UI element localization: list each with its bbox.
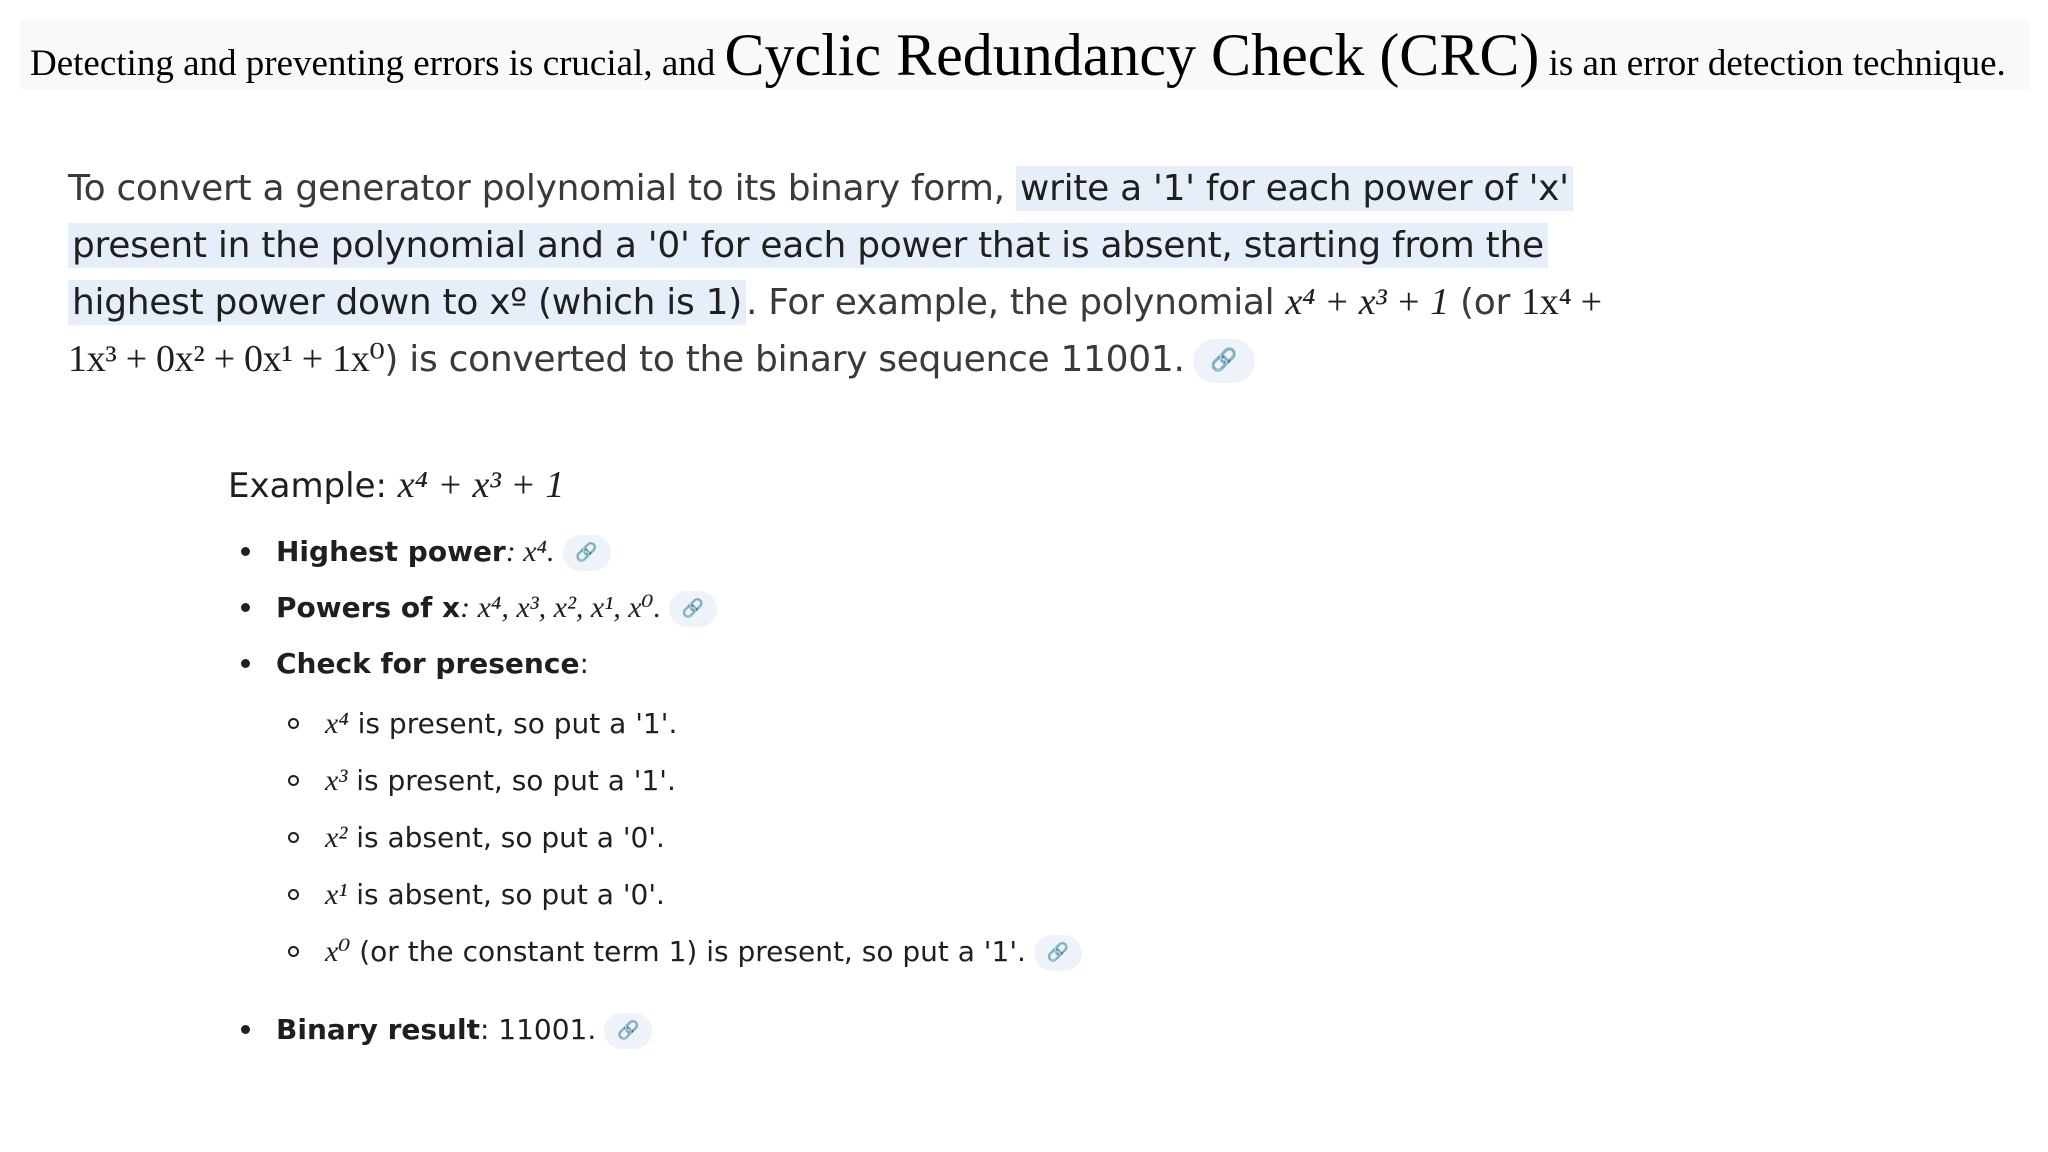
sub-item-x2 (288, 816, 665, 860)
highest-power-link-button[interactable] (563, 535, 611, 571)
link-icon: 🔗 (1210, 348, 1238, 373)
sub-term: x⁰ (325, 935, 351, 968)
sub-item-x0 (288, 930, 1082, 974)
sub-bullet-ring (288, 832, 299, 843)
result-label: Binary result (276, 1013, 480, 1046)
list-item-check-presence (228, 642, 589, 686)
sub-text: is present, so put a '1'. (347, 764, 676, 797)
constant-term-link-button[interactable] (1034, 935, 1082, 971)
paragraph-lead: To convert a generator polynomial to its binary form, (68, 168, 1016, 209)
example-title (228, 460, 564, 511)
sub-term: x² (325, 821, 348, 854)
headline-before: Detecting and preventing errors is crucial, and (30, 43, 725, 84)
list-item-powers-of-x (228, 586, 717, 630)
bullet-dot (241, 547, 250, 556)
sub-item-x4 (288, 702, 677, 746)
sub-item-x1 (288, 873, 665, 917)
sub-term: x⁴ (325, 707, 349, 740)
example-formula: x⁴ + x³ + 1 (397, 464, 565, 506)
sub-text: is absent, so put a '0'. (347, 821, 665, 854)
link-icon: 🔗 (681, 598, 705, 619)
bullet-dot (241, 659, 250, 668)
steps-list (228, 530, 1428, 1090)
result-link-button[interactable] (604, 1013, 652, 1049)
paragraph-tail: ) is converted to the binary sequence 11001. (384, 339, 1185, 380)
paragraph-after-highlight: . For example, the polynomial (745, 282, 1286, 323)
bullet-dot (241, 603, 250, 612)
paragraph-paren-open: (or (1448, 282, 1522, 323)
example-label: Example: (228, 466, 398, 506)
powers-link-button[interactable] (669, 591, 717, 627)
explanation-paragraph (68, 160, 1628, 388)
highlighted-rule: write a '1' for each power of 'x' present in the polynomial and a '0' for each power that is absent, starting from the highest power down to xº (which is 1) (68, 166, 1573, 325)
check-colon: : (579, 647, 589, 680)
sub-term: x³ (325, 764, 348, 797)
sub-bullet-ring (288, 946, 299, 957)
highest-power-value: : x⁴. (505, 535, 555, 568)
sub-text: (or the constant term 1) is present, so put a '1'. (350, 935, 1026, 968)
link-icon: 🔗 (1046, 942, 1070, 963)
powers-label: Powers of x (276, 591, 461, 624)
sub-text: is present, so put a '1'. (348, 707, 678, 740)
headline-emphasis: Cyclic Redundancy Check (CRC) (724, 22, 1540, 88)
highest-power-label: Highest power (276, 535, 506, 568)
sub-bullet-ring (288, 889, 299, 900)
powers-value: : x⁴, x³, x², x¹, x⁰. (460, 591, 662, 624)
sub-bullet-ring (288, 775, 299, 786)
link-icon: 🔗 (617, 1020, 640, 1041)
polynomial-expanded: 1x⁴ + 1x³ + 0x² + 0x¹ + 1x⁰ (68, 281, 1602, 380)
link-icon: 🔗 (575, 542, 598, 563)
list-item-highest-power (228, 530, 611, 574)
bullet-dot (241, 1025, 250, 1034)
check-label: Check for presence (276, 647, 580, 680)
headline-after: is an error detection technique. (1539, 43, 2006, 84)
result-value: : 11001. (479, 1013, 597, 1046)
sub-text: is absent, so put a '0'. (347, 878, 665, 911)
sub-item-x3 (288, 759, 676, 803)
sub-term: x¹ (325, 878, 348, 911)
polynomial-example: x⁴ + x³ + 1 (1285, 281, 1449, 323)
list-item-binary-result (228, 1008, 652, 1052)
headline (30, 22, 2040, 97)
source-link-button[interactable] (1193, 339, 1255, 383)
sub-bullet-ring (288, 718, 299, 729)
